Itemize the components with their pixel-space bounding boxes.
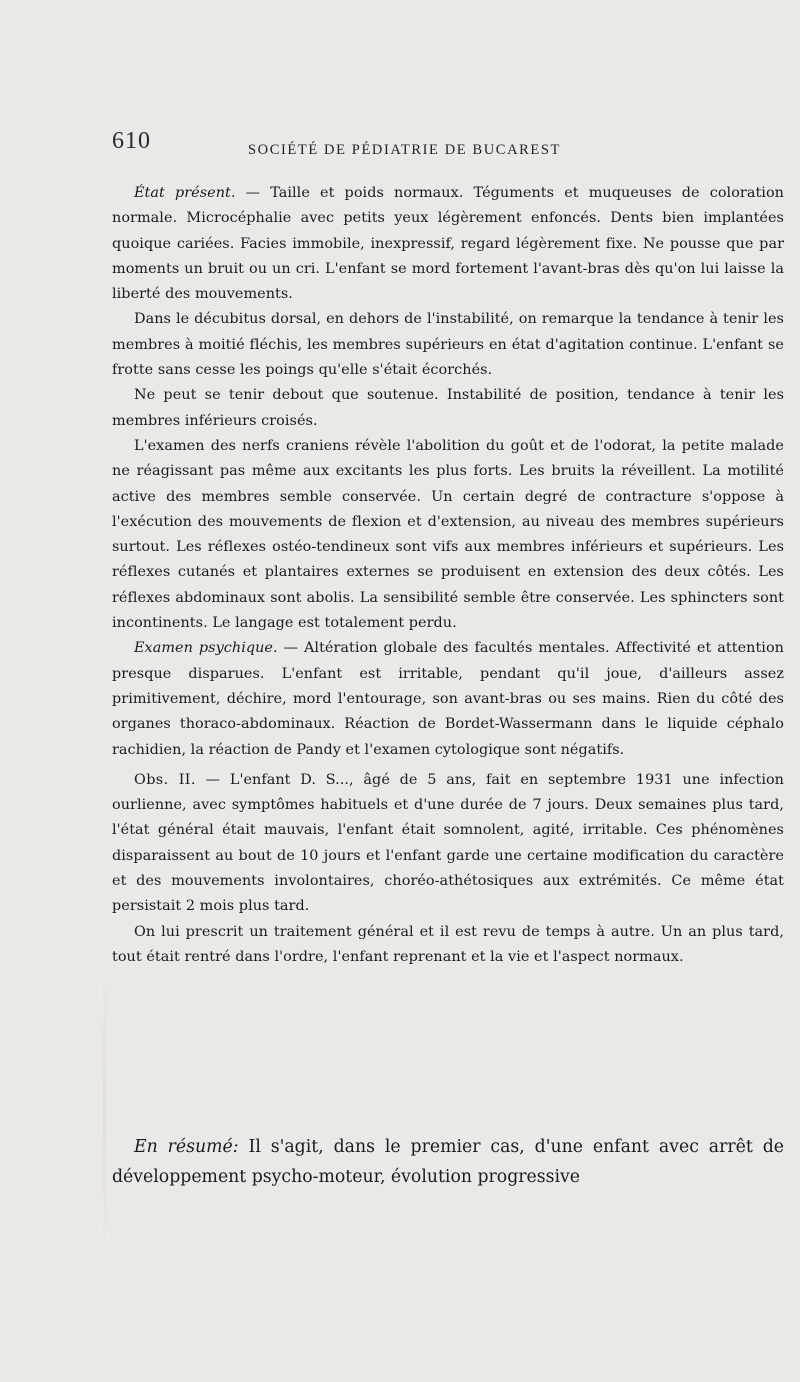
conclusion-lead: En résumé: [134, 1137, 239, 1157]
paragraph-text: — Taille et poids normaux. Téguments et muqueuses de coloration normale. Microcéphalie avec petits yeux légèrement enfoncés. Dents bien implantées quoique cariées. Facies immobile, inexpressif, regard légèrement fixe. Ne pousse que par moments un bruit ou un cri. L'enfant se mord fortement l'avant-bras dès qu'on lui laisse la liberté des mouvements. [112, 185, 784, 303]
paragraph-text: On lui prescrit un traitement général et il est revu de temps à autre. Un an plus tard, tout était rentré dans l'ordre, l'enfant reprenant et la vie et l'aspect normaux. [112, 923, 784, 965]
paper-smudge [103, 960, 106, 1260]
paragraph-text: Ne peut se tenir debout que soutenue. Instabilité de position, tendance à tenir les membres inférieurs croisés. [112, 387, 784, 429]
paragraph-nerfs-craniens [112, 434, 784, 636]
running-head: SOCIÉTÉ DE PÉDIATRIE DE BUCAREST [248, 142, 561, 158]
paragraph-debout [112, 383, 784, 434]
paragraph-decubitus [112, 307, 784, 383]
paragraph-traitement [112, 920, 784, 971]
paragraph-en-resume [112, 1132, 784, 1192]
paragraph-text: Dans le décubitus dorsal, en dehors de l'instabilité, on remarque la tendance à tenir les membres à moitié fléchis, les membres supérieurs en état d'agitation continue. L'enfant se frotte sans cesse les poings qu'elle s'était écorchés. [112, 311, 784, 379]
page-number: 610 [112, 128, 151, 154]
paragraph-text: — L'enfant D. S..., âgé de 5 ans, fait en septembre 1931 une infection ourlienne, avec symptômes habituels et d'une durée de 7 jours. Deux semaines plus tard, l'état général était mauvais, l'enfant était somnolent, agité, irritable. Ces phénomènes disparaissent au bout de 10 jours et l'enfant garde une certaine modification du caractère et des mouvements involontaires, choréo-athétosiques aux extrémités. Ce même état persistait 2 mois plus tard. [112, 771, 784, 915]
observation-label: Obs. II. [134, 771, 196, 788]
conclusion-text: Il s'agit, dans le premier cas, d'une enfant avec arrêt de développement psycho-moteur, évolution progressive [112, 1137, 784, 1187]
body-text [112, 181, 784, 970]
paragraph-lead: Examen psychique. [134, 640, 278, 657]
conclusion-section [112, 1132, 784, 1192]
paragraph-lead: État présent. [134, 185, 236, 201]
paragraph-observation-2 [112, 768, 784, 920]
page-header [112, 128, 672, 168]
paragraph-text: L'examen des nerfs craniens révèle l'abolition du goût et de l'odorat, la petite malade ne réagissant pas même aux excitants les plus forts. Les bruits la réveillent. La motilité active des membres semble conservée. Un certain degré de contracture s'oppose à l'exécution des mouvements de flexion et d'extension, au niveau des membres supérieurs surtout. Les réflexes ostéo-tendineux sont vifs aux membres inférieurs et supérieurs. Les réflexes cutanés et plantaires externes se produisent en extension des deux côtés. Les réflexes abdominaux sont abolis. La sensibilité semble être conservée. Les sphincters sont incontinents. Le langage est totalement perdu. [112, 437, 784, 632]
paragraph-examen-psychique [112, 636, 784, 762]
paragraph-etat-present [112, 181, 784, 307]
paragraph-text: — Altération globale des facultés mentales. Affectivité et attention presque disparues. L'enfant est irritable, pendant qu'il joue, d'ailleurs assez primitivement, déchire, mord l'entourage, son avant-bras ou ses mains. Rien du côté des organes thoraco-abdominaux. Réaction de Bordet-Wassermann dans le liquide céphalo rachidien, la réaction de Pandy et l'examen cytologique sont négatifs. [112, 640, 784, 758]
